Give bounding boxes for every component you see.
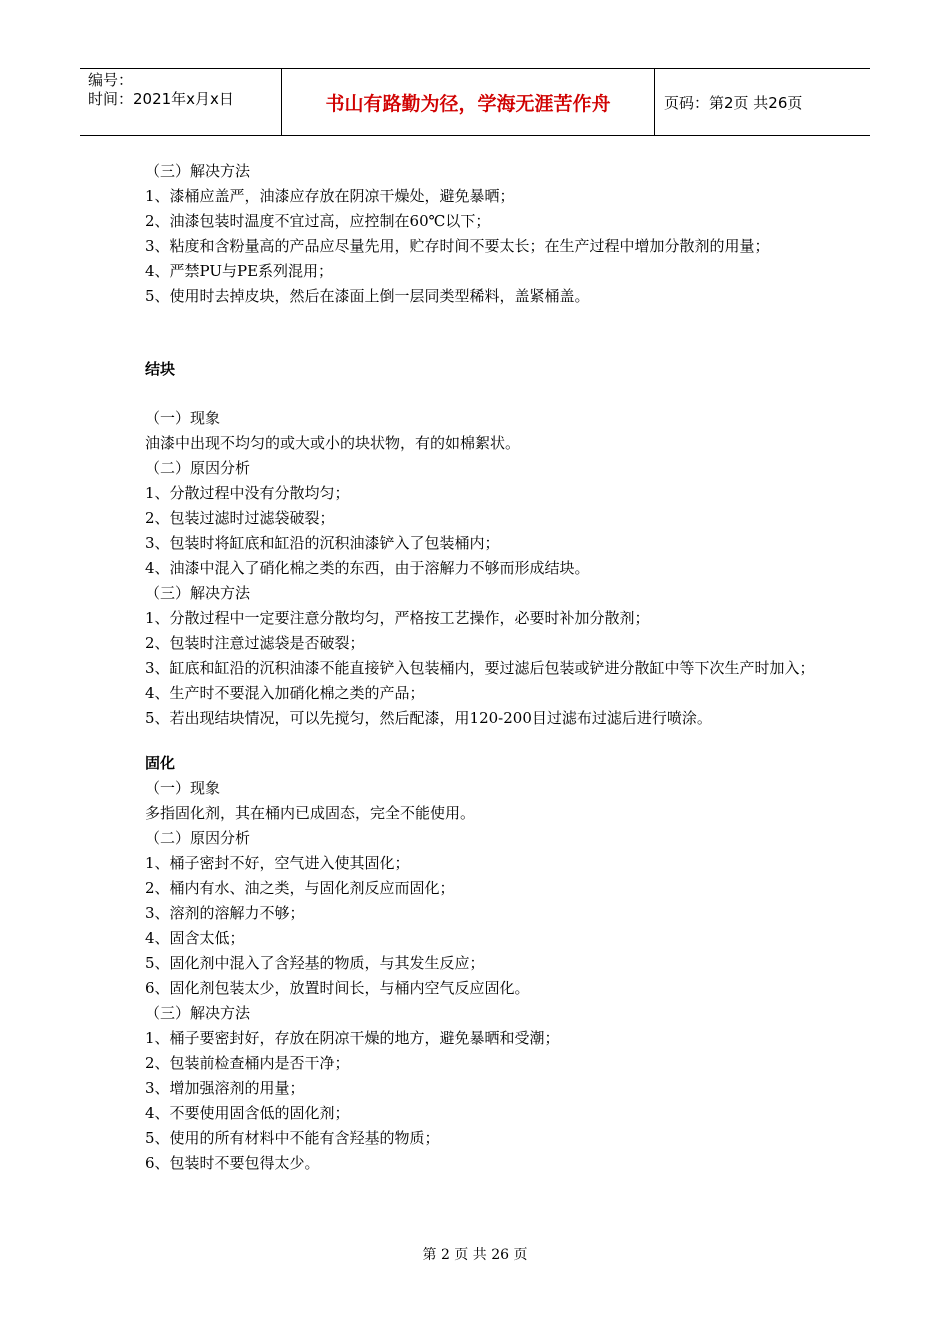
phenomenon-heading: （一）现象 [145, 409, 221, 427]
list-item: 4、固含太低； [145, 929, 245, 947]
list-item: 3、包装时将缸底和缸沿的沉积油漆铲入了包装桶内； [145, 534, 500, 552]
list-item: 3、缸底和缸沿的沉积油漆不能直接铲入包装桶内，要过滤后包装或铲进分散缸中等下次生产时加入； [145, 659, 815, 677]
solution-heading: （三）解决方法 [145, 162, 251, 180]
doc-date-label: 时间：2021年x月x日 [88, 90, 234, 108]
cause-heading: （二）原因分析 [145, 829, 251, 847]
list-item: 4、严禁PU与PE系列混用； [145, 262, 334, 280]
list-item: 2、包装时注意过滤袋是否破裂； [145, 634, 365, 652]
document-body [145, 159, 825, 1176]
doc-number-label: 编号： [88, 71, 134, 89]
list-item: 1、分散过程中一定要注意分散均匀，严格按工艺操作，必要时补加分散剂； [145, 609, 650, 627]
section-title-jiekuai: 结块 [145, 360, 176, 378]
page-footer: 第 2 页 共 26 页 [422, 1247, 528, 1263]
list-item: 4、生产时不要混入加硝化棉之类的产品； [145, 684, 425, 702]
list-item: 1、桶子要密封好，存放在阴凉干燥的地方，避免暴晒和受潮； [145, 1029, 560, 1047]
list-item: 2、油漆包装时温度不宜过高，应控制在60℃以下； [145, 212, 491, 230]
header-meta [80, 69, 282, 135]
header-page-info: 页码：第2页 共26页 [664, 93, 803, 112]
list-item: 4、不要使用固含低的固化剂； [145, 1104, 350, 1122]
list-item: 5、使用的所有材料中不能有含羟基的物质； [145, 1129, 440, 1147]
phenomenon-text: 油漆中出现不均匀的或大或小的块状物，有的如棉絮状。 [145, 434, 521, 452]
list-item: 1、分散过程中没有分散均匀； [145, 484, 350, 502]
list-item: 5、固化剂中混入了含羟基的物质，与其发生反应； [145, 954, 485, 972]
header-motto: 书山有路勤为径，学海无涯苦作舟 [282, 69, 655, 135]
list-item: 2、包装前检查桶内是否干净； [145, 1054, 350, 1072]
list-item: 4、油漆中混入了硝化棉之类的东西，由于溶解力不够而形成结块。 [145, 559, 590, 577]
solution-heading: （三）解决方法 [145, 1004, 251, 1022]
phenomenon-heading: （一）现象 [145, 779, 221, 797]
list-item: 5、使用时去掉皮块，然后在漆面上倒一层同类型稀料，盖紧桶盖。 [145, 287, 590, 305]
section-title-guhua: 固化 [145, 754, 176, 772]
list-item: 5、若出现结块情况，可以先搅匀，然后配漆，用120-200目过滤布过滤后进行喷涂。 [145, 709, 712, 727]
page-header [80, 68, 870, 136]
list-item: 2、包装过滤时过滤袋破裂； [145, 509, 335, 527]
list-item: 3、增加强溶剂的用量； [145, 1079, 305, 1097]
list-item: 1、桶子密封不好，空气进入使其固化； [145, 854, 410, 872]
solution-heading: （三）解决方法 [145, 584, 251, 602]
list-item: 6、固化剂包装太少，放置时间长，与桶内空气反应固化。 [145, 979, 530, 997]
list-item: 3、溶剂的溶解力不够； [145, 904, 305, 922]
list-item: 3、粘度和含粉量高的产品应尽量先用，贮存时间不要太长；在生产过程中增加分散剂的用量； [145, 237, 770, 255]
list-item: 1、漆桶应盖严，油漆应存放在阴凉干燥处，避免暴晒； [145, 187, 515, 205]
phenomenon-text: 多指固化剂，其在桶内已成固态，完全不能使用。 [145, 804, 476, 822]
list-item: 2、桶内有水、油之类，与固化剂反应而固化； [145, 879, 455, 897]
list-item: 6、包装时不要包得太少。 [145, 1154, 320, 1172]
cause-heading: （二）原因分析 [145, 459, 251, 477]
